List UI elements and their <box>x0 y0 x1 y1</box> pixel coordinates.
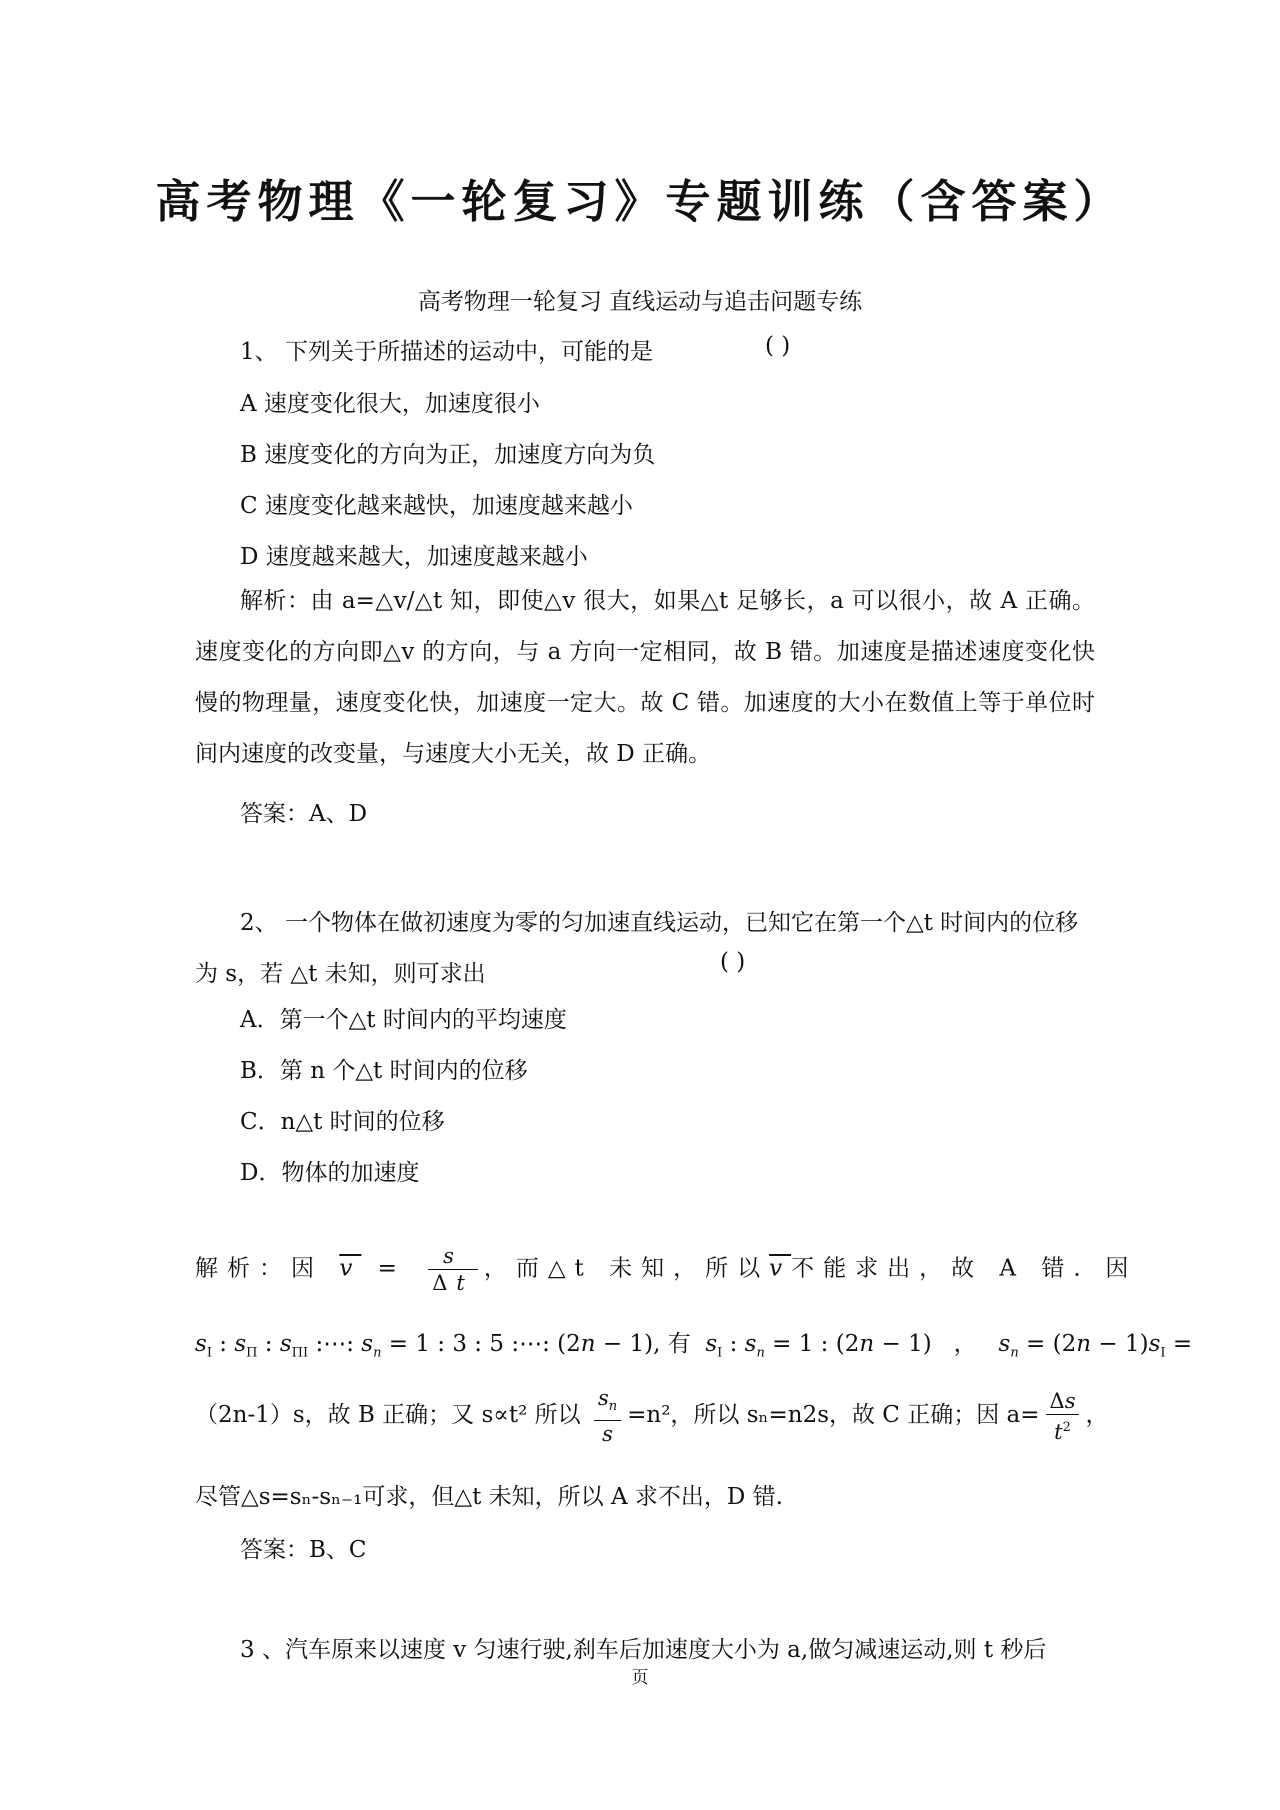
q2-answer: 答案：B、C <box>240 1537 367 1563</box>
q2-option-a: A．第一个△t 时间内的平均速度 <box>240 1007 567 1033</box>
q2-option-d: D．物体的加速度 <box>240 1160 420 1186</box>
document-subtitle: 高考物理一轮复习 直线运动与追击问题专练 <box>417 289 863 315</box>
fraction-ds-over-t2: $\frac{\Delta s}{t^2}$ <box>1046 1388 1080 1445</box>
q1-stem: 1、 下列关于所描述的运动中，可能的是 <box>240 339 653 365</box>
q2-option-b: B．第 n 个△t 时间内的位移 <box>240 1058 528 1084</box>
fraction-s-over-dt: $\frac{s}{\Delta t}$ <box>428 1243 478 1296</box>
q1-option-d: D 速度越来越大，加速度越来越小 <box>240 544 588 570</box>
q2-solution-line-4: 尽管△s=sₙ-sₙ₋₁可求，但△t 未知，所以 A 求不出，D 错. <box>195 1484 783 1510</box>
q1-option-a: A 速度变化很大，加速度很小 <box>240 391 540 417</box>
q2-solution-line-2: $s_I$ : $s_\Pi$ : $s_{\Pi I}$ :⋯: $s_n = 1$ : 3 : 5 :⋯: (2n − 1), 有 $s_I$ : $s_n = 1$ : (2n − 1) ， $s_n = (2n - 1)s_I$ = <box>195 1331 1193 1361</box>
q3-stem: 3 、汽车原来以速度 v 匀速行驶,刹车后加速度大小为 a,做匀减速运动,则 t 秒后 <box>240 1637 1047 1663</box>
q1-answer-paren: ( ) <box>765 333 791 359</box>
q2-solution-line-3: （2n-1）s，故 B 正确；又 s∝t² 所以 $\frac{s_n}{s}$ =n²，所以 sₙ=n2s，故 C 正确；因 a= $\frac{\Delta s}{t^2}$ ， <box>195 1386 1109 1447</box>
q1-option-c: C 速度变化越来越快，加速度越来越小 <box>240 493 633 519</box>
q2-answer-paren: ( ) <box>720 949 746 975</box>
q1-option-b: B 速度变化的方向为正，加速度方向为负 <box>240 442 656 468</box>
q1-answer: 答案：A、D <box>240 801 368 827</box>
fraction-sn-over-s: $\frac{s_n}{s}$ <box>594 1385 621 1447</box>
q2-stem: 2、 一个物体在做初速度为零的匀加速直线运动，已知它在第一个△t 时间内的位移为 s，若 △t 未知，则可求出 <box>195 910 1079 987</box>
avg-velocity-symbol: $\overline{v}$ <box>339 1255 362 1282</box>
document-title: 高考物理《一轮复习》专题训练（含答案） <box>155 175 1125 228</box>
q2-solution-line-1: 解析：因 $\overline{v}$ = $\frac{s}{\Delta t}$ ，而△t 未知，所以$\overline{v}$不能求出，故 A 错．因 <box>195 1244 1138 1295</box>
avg-velocity-symbol-2: $\overline{v}$ <box>769 1255 792 1282</box>
q2-option-c: C．n△t 时间的位移 <box>240 1109 445 1135</box>
q1-analysis: 解析：由 a=△v/△t 知，即使△v 很大，如果△t 足够长，a 可以很小，故 A 正确。速度变化的方向即△v 的方向，与 a 方向一定相同，故 B 错。加速度是描述速度变化快慢的物理量，速度变化快，加速度一定大。故 C 错。加速度的大小在数值上等于单位时间内速度的改变量，与速度大小无关，故 D 正确。 <box>195 588 1095 767</box>
page-footer: 页 <box>631 1668 649 1688</box>
